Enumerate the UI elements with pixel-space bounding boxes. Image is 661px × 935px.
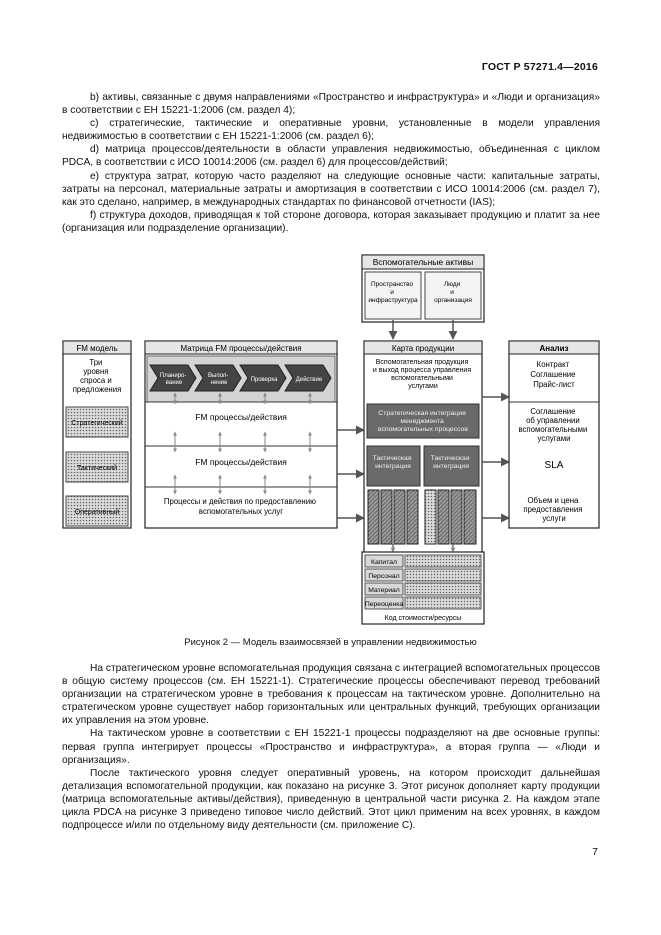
product-map-title: Карта продукции: [391, 344, 455, 353]
level-operational: Оперативный: [74, 509, 120, 516]
product-map-subtitle: Вспомогательная продукция и выход процесса управления вспомогательными услугами: [372, 359, 472, 390]
paragraph: d) матрица процессов/деятельности в области управления недвижимостью, объединенная с циклом PDCA, в соответствии с ИСО 10014:2006 (см. раздел 6) для процессов/действий;: [62, 144, 600, 169]
sla-label: SLA: [544, 460, 564, 471]
matrix-row-operational: Процессы и действия по предоставлению вспомогательных услуг: [163, 497, 316, 516]
contract-label: Контракт Соглашение Прайс-лист: [530, 360, 576, 389]
relationship-model-figure: [58, 252, 603, 632]
fm-model-title: FM модель: [76, 344, 118, 353]
text-block-top: [62, 91, 600, 235]
cost-codes-box: [362, 552, 484, 624]
level-tactical: Тактический: [76, 465, 118, 472]
figure-caption: Рисунок 2 — Модель взаимосвязей в управлении недвижимостью: [184, 637, 477, 648]
space-infrastructure-label: Пространство и инфраструктура: [368, 281, 418, 304]
cost-personnel: Персонал: [368, 573, 400, 580]
fm-model-column: [63, 341, 131, 528]
level-strategic: Стратегический: [71, 420, 123, 427]
strategic-integration: Стратегическая интеграция менеджмента вспомогательных процессов: [378, 410, 468, 433]
matrix-to-map-arrows: [337, 430, 364, 518]
paragraph: f) структура доходов, приводящая к той стороне договора, которая заказывает продукцию и платит за нее (организация или подразделение организации).: [62, 209, 600, 234]
page-number: 7: [592, 846, 598, 858]
paragraph: e) структура затрат, которую часто разделяют на следующие основные части: капитальные затраты, затраты на персонал, материальные затраты и амортизация в соответствии с ИСО 10014:2006 (см. раздел 7), как это сделано, например, в международных стандартах по финансовой отчетности (IAS);: [62, 170, 600, 208]
analysis-title: Анализ: [539, 344, 569, 353]
pdca-check: Проверка: [250, 377, 278, 383]
paragraph: b) активы, связанные с двумя направлениями «Пространство и инфраструктура» и «Люди и организация» в соответствии с ЕН 15221-1:2006 (см. раздел 4);: [62, 92, 600, 117]
people-organization-label: Люди и организация: [434, 281, 472, 304]
text-block-bottom: [62, 662, 600, 832]
pdca-do: Выпол- нение: [208, 373, 229, 386]
service-agreement-label: Соглашение об управлении вспомогательными услугами: [518, 407, 588, 443]
matrix-title: Матрица FM процессы/действия: [180, 344, 302, 353]
paragraph: На тактическом уровне в соответствии с ЕН 15221-1 процессы подразделяют на две основные группы: первая группа интегрирует процессы «Пространство и инфраструктура», а вторая группа — «Люди и организация».: [62, 728, 600, 766]
paragraph: c) стратегические, тактические и оперативные уровни, установленные в модели управления недвижимостью в соответствии с ЕН 15221-1:2006 (см. раздел 6);: [62, 118, 600, 143]
pdca-act: Действие: [295, 377, 323, 383]
cost-material: Материал: [368, 587, 400, 594]
map-to-analysis-arrows: [482, 397, 509, 518]
cost-revaluation: Переоценка: [364, 601, 404, 608]
tactical-integration-right: Тактическая интеграция: [430, 455, 470, 470]
three-levels-label: Три уровня спроса и предложения: [72, 358, 122, 394]
pdca-plan: Планиро- вание: [159, 373, 187, 386]
tactical-integration-left: Тактическая интеграция: [372, 455, 412, 470]
fm-matrix-column: [145, 341, 337, 528]
matrix-row-tactical: FM процессы/действия: [195, 457, 287, 467]
product-map-column: [364, 341, 482, 553]
support-assets-box: [362, 255, 484, 322]
support-assets-title: Вспомогательные активы: [372, 257, 474, 267]
matrix-row-strategic: FM процессы/действия: [195, 412, 287, 422]
paragraph: После тактического уровня следует оперативный уровень, на котором происходит дальнейшая детализация вспомогательной продукции, как показано на рисунке 3. Этот рисунок дополняет карту продукции (матрица вспомогательные активы/действия), приведенную в центральной части рисунка 2. На каждом этапе цикла PDCA на рисунке 3 приведено типовое число действий. Этот цикл применим на всех уровнях, в каждом подпроцессе и/или по отдельному виду деятельности (см. приложение С).: [62, 767, 600, 832]
document-header: ГОСТ Р 57271.4—2016: [481, 61, 598, 73]
volume-price-label: Объем и цена предоставления услуги: [523, 496, 583, 523]
paragraph: На стратегическом уровне вспомогательная продукция связана с интеграцией вспомогательных процессов в общую систему процессов (см. ЕН 15221-1). Стратегические процессы обеспечивают перевод требований организации на стратегическом уровне в требования к процессам на тактическом уровне. Дополнительно на стратегическом уровне существует набор горизонтальных или центральных функций, требующих организации их управления на этом уровне.: [62, 663, 600, 727]
analysis-column: [509, 341, 599, 528]
cost-code-footer: Код стоимости/ресурсы: [384, 615, 462, 622]
cost-capital: Капитал: [371, 559, 397, 566]
